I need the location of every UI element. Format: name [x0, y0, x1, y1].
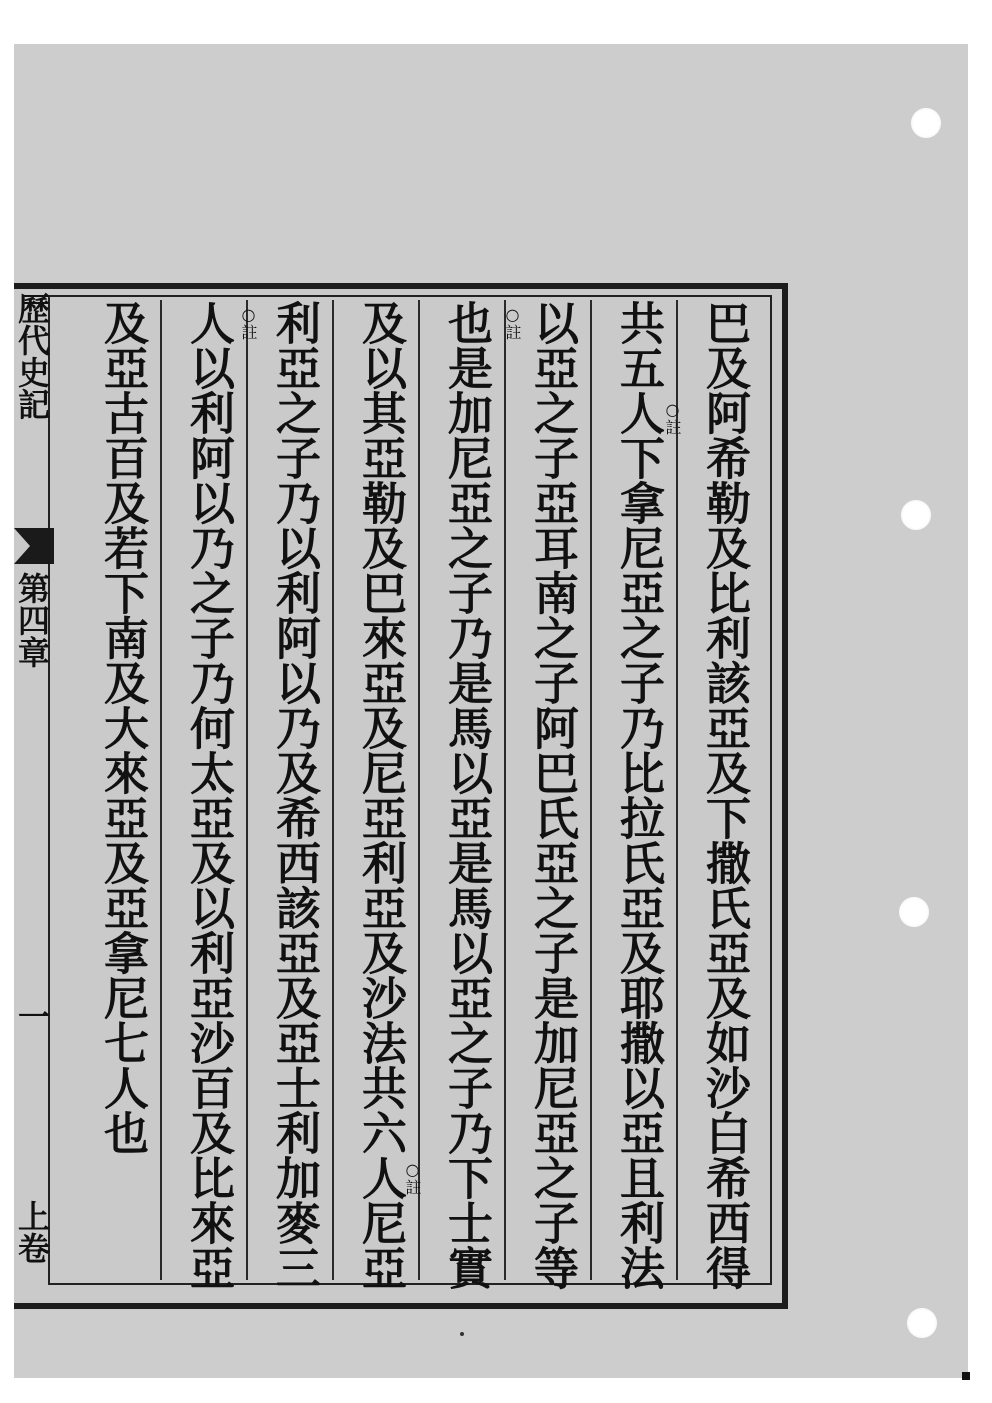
- column-rule: [246, 300, 248, 1280]
- page-number: 一: [13, 1000, 51, 1032]
- column-text: 及亞古百及若下南及大來亞及亞拿尼七人也: [96, 300, 149, 1155]
- column-rule: [504, 300, 506, 1280]
- binder-hole: [907, 1308, 937, 1338]
- scan-edge-mark: [962, 1372, 970, 1380]
- column-text: 以亞之子亞耳南之子阿巴氏亞之子是加尼亞之子等: [526, 300, 579, 1290]
- chapter-label: 第四章: [13, 572, 51, 668]
- ink-speck: [460, 1332, 464, 1336]
- book-title: 歷代史記: [13, 292, 51, 420]
- column-rule: [418, 300, 420, 1280]
- text-column: [264, 300, 324, 1290]
- text-column: [522, 300, 582, 1290]
- annotation-marker: ○註: [403, 1160, 422, 1195]
- text-column: [92, 300, 152, 1290]
- column-text: 人以利阿以乃之子乃何太亞及以利亞沙百及比來亞: [182, 300, 235, 1290]
- column-text: 巴及阿希勒及比利該亞及下撒氏亞及如沙白希西得: [698, 300, 751, 1290]
- binder-hole: [911, 108, 941, 138]
- annotation-marker: ○註: [503, 305, 522, 340]
- column-rule: [332, 300, 334, 1280]
- text-column: [436, 300, 496, 1290]
- binder-hole: [899, 897, 929, 927]
- column-rule: [590, 300, 592, 1280]
- annotation-marker: ○註: [663, 400, 682, 435]
- text-column: [178, 300, 238, 1290]
- page-left-margin: [0, 0, 14, 1403]
- text-column: [694, 300, 754, 1290]
- text-column: [608, 300, 668, 1290]
- text-column: [350, 300, 410, 1290]
- column-text: 共五人下拿尼亞之子乃比拉氏亞及耶撒以亞且利法: [612, 300, 665, 1290]
- binder-hole: [901, 500, 931, 530]
- column-text: 利亞之子乃以利阿以乃及希西該亞及亞士利加麥三: [268, 300, 321, 1290]
- column-rule: [160, 300, 162, 1280]
- annotation-marker: ○註: [239, 305, 258, 340]
- volume-label: 上卷: [13, 1200, 51, 1264]
- page-top-margin: [14, 0, 969, 44]
- column-text: 及以其亞勒及巴來亞及尼亞利亞及沙法共六人尼亞: [354, 300, 407, 1290]
- column-text: 也是加尼亞之子乃是馬以亞是馬以亞之子乃下士實: [440, 300, 493, 1290]
